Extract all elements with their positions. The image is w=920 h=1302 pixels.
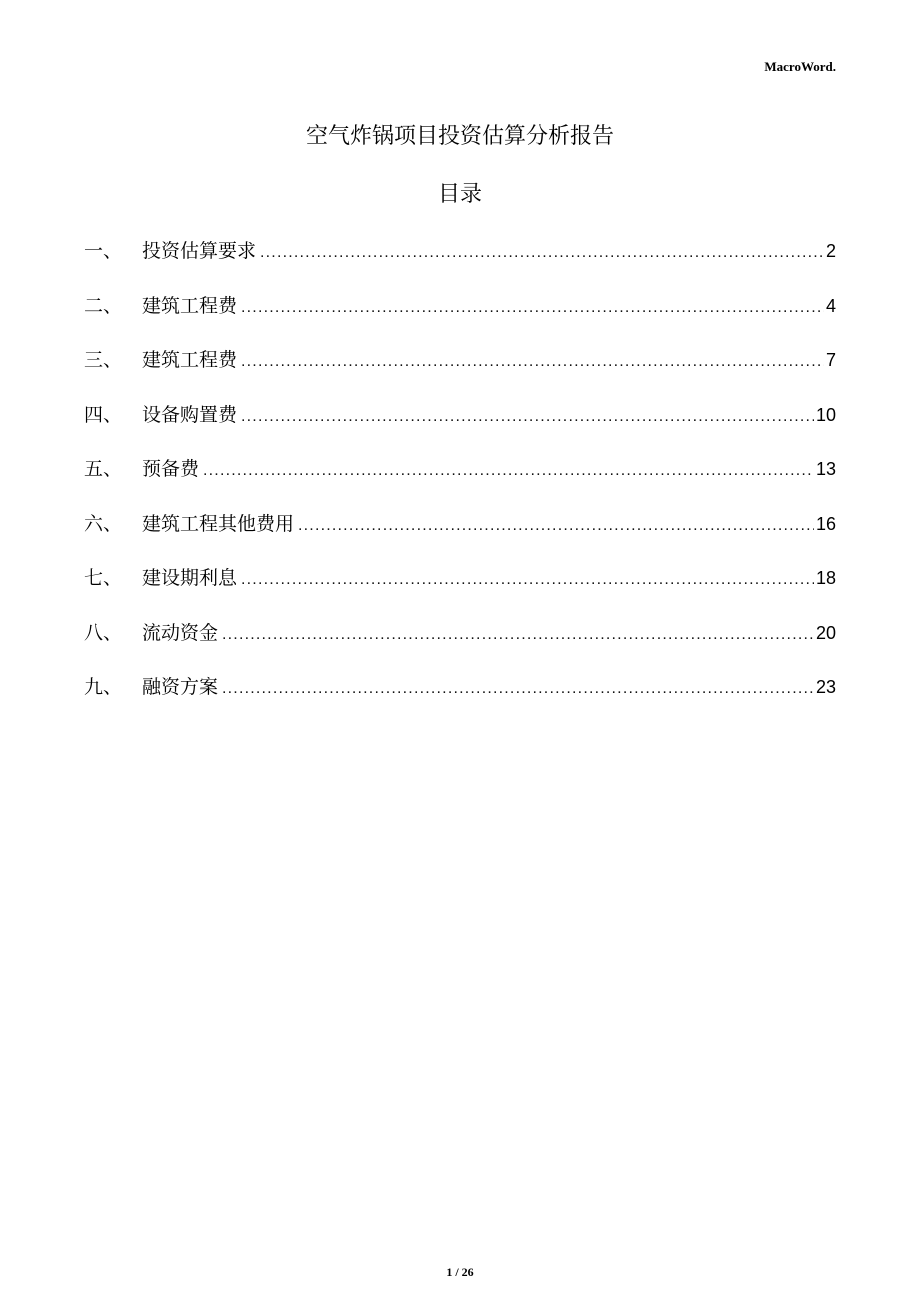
- toc-entry-text: 建设期利息: [142, 567, 238, 589]
- toc-entry-8[interactable]: [84, 616, 836, 671]
- toc-entry-page: 20: [815, 622, 836, 643]
- toc-dot-leader: [222, 618, 814, 652]
- toc-dot-leader: [241, 400, 814, 434]
- toc-entry-number: 四、: [84, 403, 123, 426]
- toc-dot-leader: [203, 454, 814, 488]
- toc-heading: 目录: [437, 182, 482, 207]
- toc-entry-text: 建筑工程其他费用: [142, 512, 295, 535]
- toc-entry-3[interactable]: [84, 343, 836, 398]
- toc-entry-text: 建筑工程费: [142, 349, 238, 371]
- toc-entry-text: 投资估算要求: [142, 240, 257, 262]
- toc-entry-page: 7: [825, 350, 836, 370]
- toc-entry-4[interactable]: [84, 398, 836, 453]
- toc-entry-text: 建筑工程费: [142, 294, 238, 317]
- toc-dot-leader: [298, 509, 814, 543]
- toc-entry-number: 三、: [84, 349, 123, 371]
- toc-dot-leader: [241, 563, 814, 597]
- toc-entry-7[interactable]: [84, 561, 836, 616]
- toc-entry-text: 设备购置费: [142, 403, 238, 426]
- toc-entry-page: 10: [815, 404, 836, 425]
- toc-entry-number: 九、: [84, 676, 123, 698]
- toc-entry-page: 2: [825, 241, 836, 261]
- toc-entry-9[interactable]: [84, 670, 836, 725]
- toc-dot-leader: [260, 236, 824, 270]
- toc-dot-leader: [241, 345, 824, 379]
- toc-dot-leader: [241, 291, 824, 325]
- toc-entry-number: 一、: [84, 240, 123, 262]
- header-brand: MacroWord.: [764, 59, 836, 74]
- toc-entry-number: 二、: [84, 294, 123, 317]
- toc-entry-page: 13: [815, 459, 836, 479]
- toc-entry-text: 流动资金: [142, 621, 219, 644]
- toc-entry-1[interactable]: [84, 234, 836, 289]
- toc-entry-6[interactable]: [84, 507, 836, 562]
- toc-entry-page: 18: [815, 568, 836, 588]
- document-title: 空气炸锅项目投资估算分析报告: [305, 124, 614, 149]
- toc-entry-number: 五、: [84, 458, 123, 480]
- toc-entry-number: 八、: [84, 621, 123, 644]
- toc-entry-number: 七、: [84, 567, 123, 589]
- toc-entry-text: 融资方案: [142, 676, 219, 698]
- toc-entry-text: 预备费: [142, 458, 200, 480]
- toc-dot-leader: [222, 672, 814, 706]
- toc-entry-page: 16: [815, 513, 836, 534]
- toc-entry-2[interactable]: [84, 289, 836, 344]
- toc-entry-page: 4: [825, 295, 836, 316]
- table-of-contents: [84, 234, 836, 725]
- page-number-footer: 1 / 26: [446, 1265, 474, 1279]
- toc-entry-5[interactable]: [84, 452, 836, 507]
- toc-entry-page: 23: [815, 677, 836, 697]
- toc-entry-number: 六、: [84, 512, 123, 535]
